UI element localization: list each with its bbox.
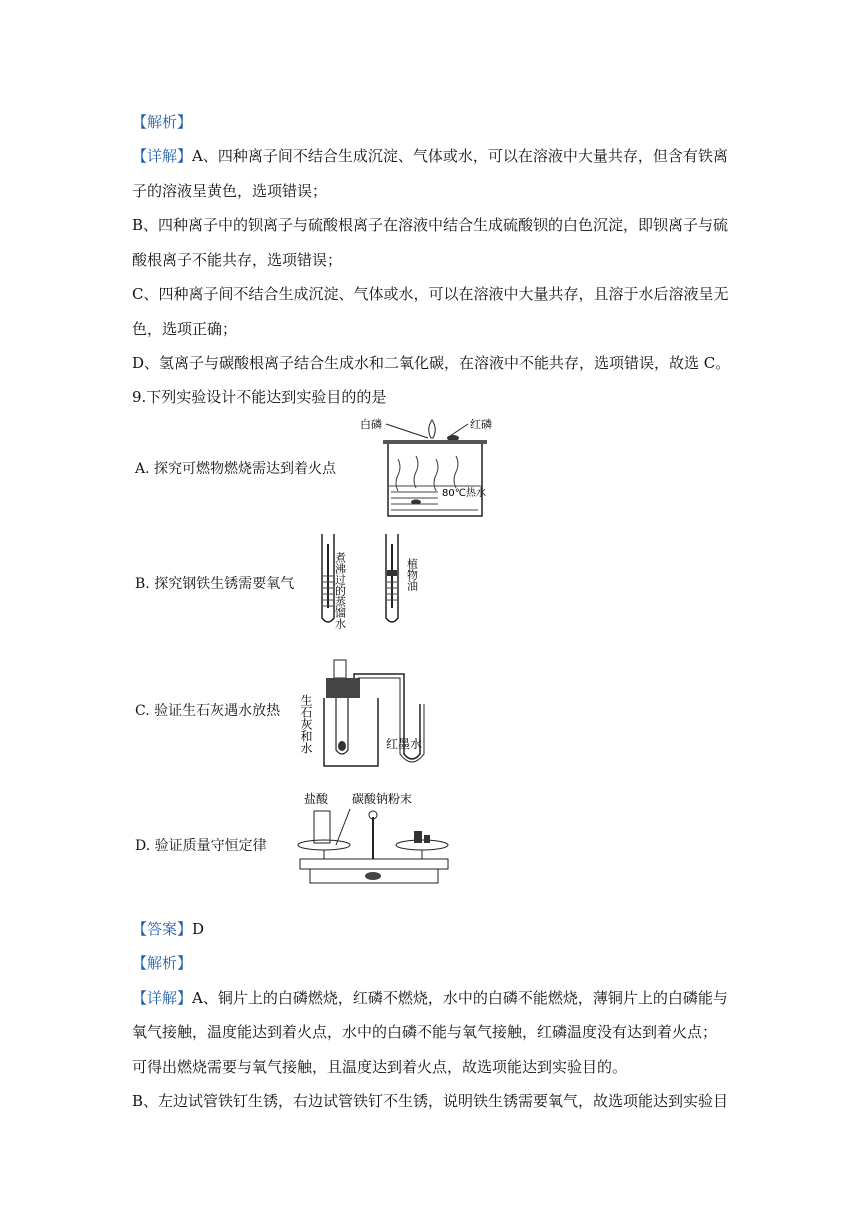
detail-tag-1: 【详解】 bbox=[132, 147, 193, 165]
analysis-heading-2: 【解析】 bbox=[132, 954, 193, 972]
option-b: B. 探究钢铁生锈需要氧气 bbox=[135, 576, 295, 592]
analysis-heading-1: 【解析】 bbox=[132, 113, 193, 131]
answer-line bbox=[132, 919, 204, 939]
option-d: D. 验证质量守恒定律 bbox=[135, 838, 267, 854]
figure-c-quicklime bbox=[296, 654, 446, 774]
detail-text: A、铜片上的白磷燃烧，红磷不燃烧，水中的白磷不能燃烧，薄铜片上的白磷能与 bbox=[192, 989, 728, 1007]
question-stem: 9.下列实验设计不能达到实验目的的是 bbox=[132, 388, 387, 406]
detail-line: 可得出燃烧需要与氧气接触，且温度达到着火点，故选项能达到实验目的。 bbox=[132, 1058, 628, 1076]
detail-line: 酸根离子不能共存，选项错误； bbox=[132, 251, 343, 269]
detail-line: D、氢离子与碳酸根离子结合生成水和二氧化碳，在溶液中不能共存，选项错误，故选 C。 bbox=[132, 354, 731, 372]
detail-line: B、左边试管铁钉生锈，右边试管铁钉不生锈，说明铁生锈需要氧气，故选项能达到实验目 bbox=[132, 1092, 729, 1110]
figure-a-combustion bbox=[358, 414, 508, 522]
label-sodium-carbonate: 碳酸钠粉末 bbox=[352, 792, 413, 806]
label-quicklime-water: 生石灰和水 bbox=[299, 694, 313, 754]
option-a: A. 探究可燃物燃烧需达到着火点 bbox=[135, 461, 337, 477]
detail-tag-2: 【详解】 bbox=[132, 989, 193, 1007]
label-red-ink: 红墨水 bbox=[386, 737, 423, 751]
detail-line-1 bbox=[132, 146, 728, 166]
detail-line: 色，选项正确； bbox=[132, 320, 238, 338]
detail-line: 氧气接触，温度能达到着火点，水中的白磷不能与氧气接触，红磷温度没有达到着火点； bbox=[132, 1023, 718, 1041]
answer-tag: 【答案】 bbox=[132, 920, 193, 938]
detail-line: 子的溶液呈黄色，选项错误； bbox=[132, 182, 328, 200]
detail-line: B、四种离子中的钡离子与硫酸根离子在溶液中结合生成硫酸钡的白色沉淀，即钡离子与硫 bbox=[132, 216, 729, 234]
label-hot-water: 80℃热水 bbox=[442, 488, 486, 499]
detail-text: A、四种离子间不结合生成沉淀、气体或水，可以在溶液中大量共存，但含有铁离 bbox=[192, 147, 728, 165]
detail-line: C、四种离子间不结合生成沉淀、气体或水，可以在溶液中大量共存，且溶于水后溶液呈无 bbox=[132, 285, 729, 303]
label-hydrochloric-acid: 盐酸 bbox=[304, 792, 329, 806]
label-red-phosphorus: 红磷 bbox=[470, 418, 492, 431]
label-boiled-water: 煮沸过的蒸馏水 bbox=[333, 552, 347, 629]
label-white-phosphorus: 白磷 bbox=[360, 418, 382, 431]
detail-line-2 bbox=[132, 988, 728, 1008]
label-vegetable-oil: 植物油 bbox=[405, 558, 419, 591]
figure-b-rusting bbox=[314, 530, 424, 630]
option-c: C. 验证生石灰遇水放热 bbox=[135, 703, 281, 719]
figure-d-balance bbox=[290, 787, 460, 897]
answer-value: D bbox=[192, 920, 205, 938]
